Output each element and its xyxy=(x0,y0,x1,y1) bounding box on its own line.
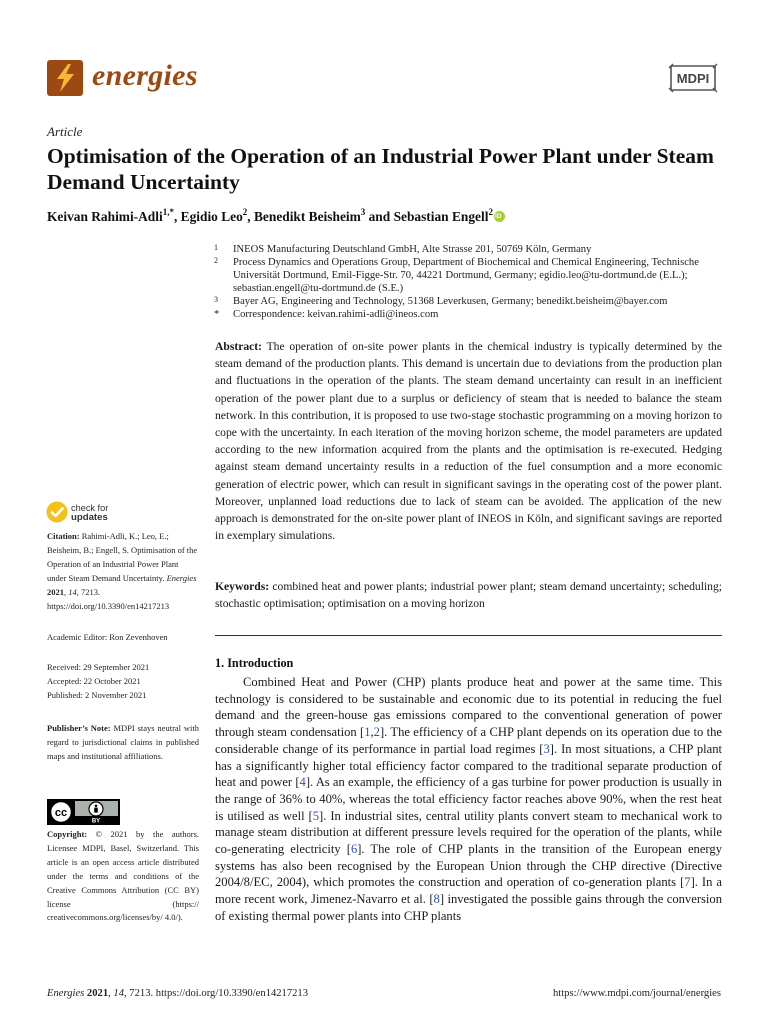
introduction-text: ]. As an example, the efficiency of a gas turbine for power production is usually in the range of 36% to 40%, whereas the total efficiency factor reaches above 90%, when the rest heat is utilised as well [ xyxy=(215,775,722,823)
citation-journal: Energies xyxy=(166,572,197,583)
orcid-icon[interactable] xyxy=(494,211,505,222)
footer-year: 2021 xyxy=(86,988,109,999)
author-affiliation-mark: 1,* xyxy=(162,206,174,217)
citation-block: Citation: Rahimi-Adli, K.; Leo, E.; Beisheim, B.; Engell, S. Optimisation of the Operation of an Industrial Power Plant under Steam Demand Uncertainty. Energies 2021, 14, 7213. https://doi.org/10.3390/en14217213 xyxy=(47,531,198,611)
check-updates-line1: check for xyxy=(71,503,109,513)
publisher-note-label: Publisher’s Note: xyxy=(47,723,111,733)
introduction-paragraph xyxy=(215,674,722,925)
affiliation-item xyxy=(214,256,724,295)
footer-journal: Energies xyxy=(47,988,85,999)
citation-label: Citation: xyxy=(47,531,80,541)
copyright-notice xyxy=(47,828,199,925)
footer-journal-url[interactable]: https://www.mdpi.com/journal/energies xyxy=(552,988,721,999)
citation-reference-link[interactable]: 4 xyxy=(299,775,306,790)
section-heading-introduction: 1. Introduction xyxy=(215,656,294,670)
introduction-text: ]. The efficiency of a CHP plant depends on its operation due to the considerable change of its performance in partial load regimes [ xyxy=(215,725,722,756)
abstract-label: Abstract: xyxy=(215,340,263,353)
author-name[interactable]: Benedikt Beisheim xyxy=(254,209,361,224)
abstract-text: The operation of on-site power plants in the chemical industry is typically determined by the steam demand of the production plants. This demand is uncertain due to deviations from the production plan and fluctuations in the operation of the plants. The steam demand uncertainty can result in an inefficient operation of the power plant due to a surplus or deficiency of steam that is needed to balance the steam network. In this contribution, it is proposed to use two-stage stochastic programming on a moving horizon to cope with the uncertainty. In each iteration of the moving horizon scheme, the model parameters are updated according to the new information acquired from the plants and the optimisation is re-executed. Hedging against steam demand uncertainty results in a reduction of the fuel consumption and a more economic generation of electric power, which can result in significant savings in the operating cost of the power plant. Moreover, unplanned load reductions due to lack of steam can be avoided. The application of the new approach is demonstrated for the on-site power plant of INEOS in Köln, and significant savings are reported in exemplary simulations. xyxy=(215,340,722,543)
citation-reference-link[interactable]: 1 xyxy=(364,725,371,740)
author-name[interactable]: Egidio Leo xyxy=(180,209,243,224)
journal-name: energies xyxy=(92,59,198,92)
copyright-text: © 2021 by the authors. Licensee MDPI, Basel, Switzerland. This article is an open access article distributed under the terms and conditions of the Creative Commons Attribution (CC BY) license (https:// creativecommons.org/licenses/by/ 4.0/). xyxy=(47,829,200,923)
citation-reference-link[interactable]: 6 xyxy=(350,842,358,857)
introduction-text: ] investigated the possible gains through the conversion of existing thermal power plants into CHP plants xyxy=(215,892,723,923)
introduction-text: , xyxy=(370,725,374,740)
affiliation-mark: 2 xyxy=(214,256,218,265)
affiliation-text: Process Dynamics and Operations Group, Department of Biochemical and Chemical Engineering, Technische Universität Dortmund, Emil-Figge-Str. 70, 44221 Dortmund, Germany; egidio.leo@tu-dortmund.de (E.L.); sebastian.engell@tu-dortmund.de (S.E.) xyxy=(233,257,699,294)
check-updates-line2: updates xyxy=(71,512,108,523)
correspondence-text[interactable]: Correspondence: keivan.rahimi-adli@ineos.com xyxy=(233,309,439,320)
abstract xyxy=(215,338,722,544)
citation-doi-link[interactable]: https://doi.org/10.3390/en14217213 xyxy=(47,600,170,611)
affiliation-mark: 3 xyxy=(214,295,218,304)
author-separator: and xyxy=(365,209,394,224)
citation-volume: 14 xyxy=(68,586,77,597)
copyright-label: Copyright: xyxy=(47,829,88,839)
citation-reference-link[interactable]: 2 xyxy=(373,725,380,740)
author-affiliation-mark: 2 xyxy=(242,206,248,217)
affiliation-item xyxy=(214,243,724,256)
author-affiliation-mark: 2 xyxy=(488,206,493,217)
keywords xyxy=(215,578,722,612)
svg-text:cc: cc xyxy=(54,807,68,819)
affiliation-mark: 1 xyxy=(214,243,218,252)
article-type: Article xyxy=(47,124,83,139)
introduction-text: ]. In most situations, a CHP plant has a significantly higher total efficiency factor compared to the traditional separate production of heat and power [ xyxy=(215,741,722,790)
author-list xyxy=(47,206,505,225)
check-for-updates-button[interactable] xyxy=(46,500,166,526)
author-affiliation-mark: 3 xyxy=(360,206,366,217)
citation-text: Rahimi-Adli, K.; Leo, E.; Beisheim, B.; Engell, S. Optimisation of the Operation of an Industrial Power Plant under Steam Demand Uncertainty. xyxy=(47,531,198,583)
affiliation-text: INEOS Manufacturing Deutschland GmbH, Alte Strasse 201, 50769 Köln, Germany xyxy=(233,244,592,255)
affiliations xyxy=(214,243,724,321)
publisher-note-text: MDPI stays neutral with regard to jurisdictional claims in published maps and institutional affiliations. xyxy=(47,723,200,761)
author-separator: , xyxy=(247,209,254,224)
affiliation-item xyxy=(214,295,724,308)
introduction-text: ]. In a more recent work, Jimenez-Navarro et al. [ xyxy=(215,875,722,907)
mdpi-logo-text: MDPI xyxy=(676,71,710,86)
author-name[interactable]: Sebastian Engell xyxy=(393,209,489,224)
affiliation-text: Bayer AG, Engineering and Technology, 51368 Leverkusen, Germany; benedikt.beisheim@bayer.com xyxy=(233,296,668,307)
introduction-text: ]. The role of CHP plants in the transition of the European energy systems has also been recognised by the European Union through the CHP directive (Directive 2004/8/EC, 2004), which promotes the construction and operation of co-generation plants [ xyxy=(215,842,722,890)
affiliation-item xyxy=(214,308,724,321)
footer-citation: Energies 2021, 14, 7213. https://doi.org/10.3390/en14217213 xyxy=(47,988,309,999)
keywords-text: combined heat and power plants; industrial power plant; steam demand uncertainty; scheduling; stochastic optimisation; optimisation on a moving horizon xyxy=(215,580,722,610)
citation-year: 2021 xyxy=(47,586,64,597)
published-date: Published: 2 November 2021 xyxy=(47,689,147,700)
mdpi-logo-icon[interactable] xyxy=(665,62,721,96)
footer-doi[interactable]: , 7213. https://doi.org/10.3390/en14217213 xyxy=(124,988,309,999)
received-date: Received: 29 September 2021 xyxy=(47,662,150,672)
citation-reference-link[interactable]: 8 xyxy=(433,892,440,907)
footer-volume: 14 xyxy=(113,988,124,999)
cc-by-license-badge[interactable] xyxy=(47,799,120,825)
academic-editor: Academic Editor: Ron Zevenhoven xyxy=(47,632,168,642)
journal-header xyxy=(47,58,721,100)
publication-dates xyxy=(47,661,199,703)
cc-badge-label: BY xyxy=(91,818,101,825)
article-title: Optimisation of the Operation of an Industrial Power Plant under Steam Demand Uncertainty xyxy=(47,144,714,194)
publisher-note xyxy=(47,722,199,764)
author-separator: , xyxy=(173,209,181,224)
energies-logo-icon xyxy=(47,60,83,96)
citation-reference-link[interactable]: 3 xyxy=(543,741,550,756)
introduction-text: Combined Heat and Power (CHP) plants produce heat and power at the same time. This technology is considered to be sustainable and economic due to its potential in reducing the fuel demand and the green-house gas emissions compared to the conventional generation of power through steam condensation [ xyxy=(215,675,722,740)
check-updates-icon xyxy=(46,501,68,523)
citation-page: 7213. xyxy=(81,586,101,597)
citation-reference-link[interactable]: 7 xyxy=(684,875,691,890)
affiliation-mark: * xyxy=(214,309,220,320)
citation-reference-link[interactable]: 5 xyxy=(312,808,320,823)
author-name[interactable]: Keivan Rahimi-Adli xyxy=(47,209,163,224)
section-divider xyxy=(215,635,722,636)
keywords-label: Keywords: xyxy=(215,580,270,593)
introduction-text: ]. In industrial sites, central utility plants convert steam to mechanical work to manage steam distribution at different pressure levels required for the operation of the plants, while co-generating electricity [ xyxy=(215,808,722,857)
accepted-date: Accepted: 22 October 2021 xyxy=(47,675,141,686)
